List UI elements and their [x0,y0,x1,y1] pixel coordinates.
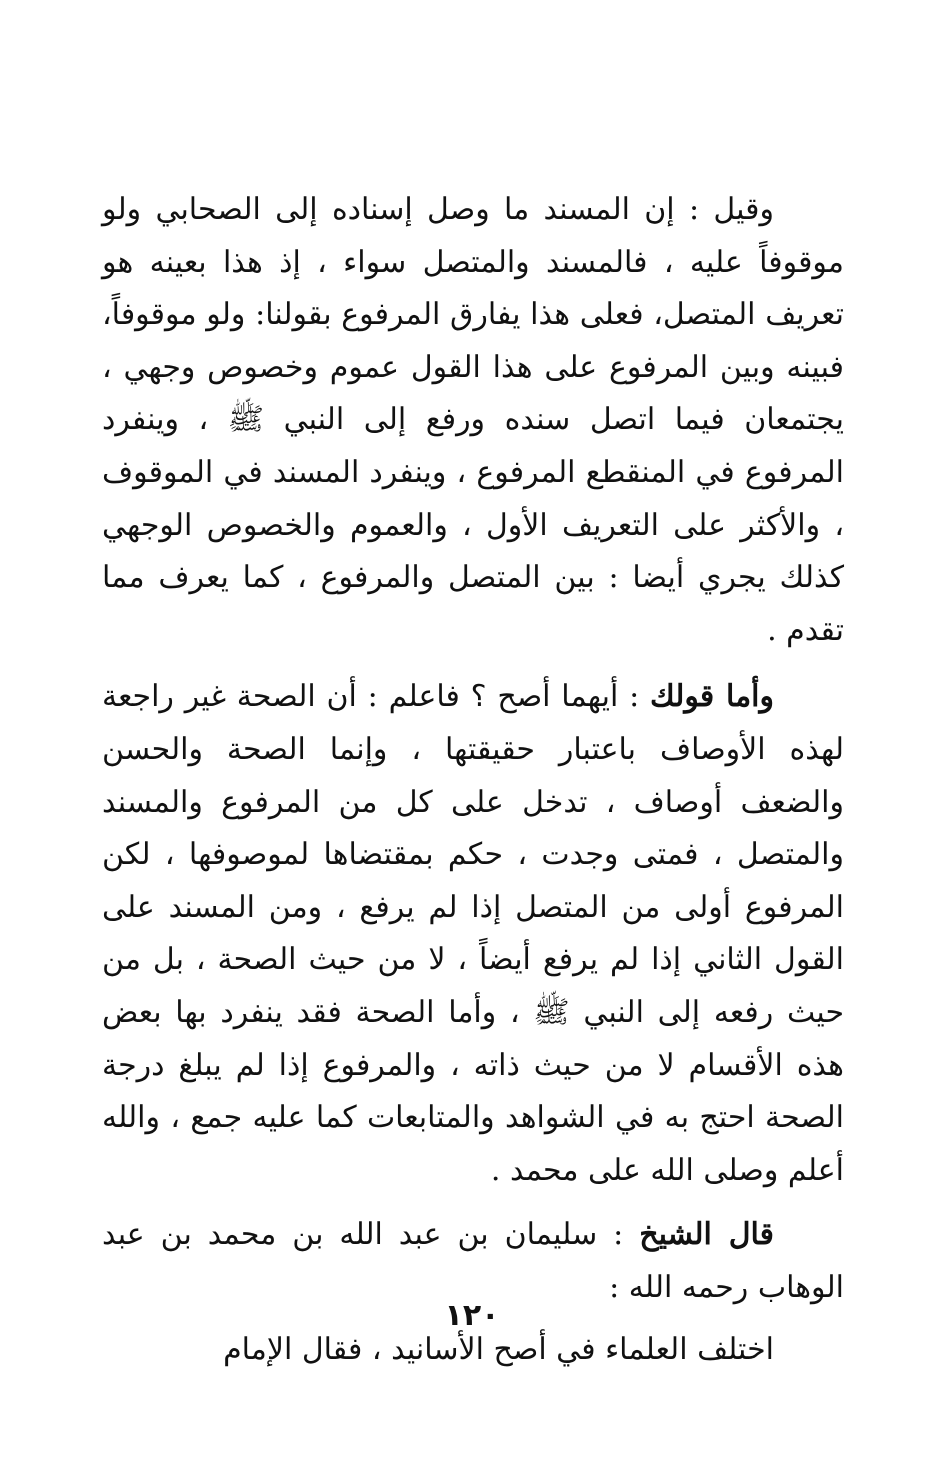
page-body [102,184,844,1377]
paragraph-1-text: وقيل : إن المسند ما وصل إسناده إلى الصحابي ولو موقوفاً عليه ، فالمسند والمتصل سواء ، إذ هذا بعينه هو تعريف المتصل، فعلى هذا يفارق المرفوع بقولنا: ولو موقوفاً، فبينه وبين المرفوع على هذا القول عموم وخصوص وجهي ، يجتمعان فيما اتصل سنده ورفع إلى النبي ﷺ ، وينفرد المرفوع في المنقطع المرفوع ، وينفرد المسند في الموقوف ، والأكثر على التعريف الأول ، والعموم والخصوص الوجهي كذلك يجري أيضا : بين المتصل والمرفوع ، كما يعرف مما تقدم . [102,192,844,648]
paragraph-2-lead: وأما قولك [650,679,774,715]
paragraph-3-text: : سليمان بن عبد الله بن محمد بن عبد الوهاب رحمه الله : [102,1217,844,1305]
paragraph-1 [102,184,844,657]
paragraph-4-text: اختلف العلماء في أصح الأسانيد ، فقال الإمام [223,1332,774,1368]
page-number: ١٢٠ [444,1298,500,1333]
paragraph-2-text: : أيهما أصح ؟ فاعلم : أن الصحة غير راجعة لهذه الأوصاف باعتبار حقيقتها ، وإنما الصحة والحسن والضعف أوصاف ، تدخل على كل من المرفوع والمسند والمتصل ، فمتى وجدت ، حكم بمقتضاها لموصوفها ، لكن المرفوع أولى من المتصل إذا لم يرفع ، ومن المسند على القول الثاني إذا لم يرفع أيضاً ، لا من حيث الصحة ، بل من حيث رفعه إلى النبي ﷺ ، وأما الصحة فقد ينفرد بها بعض هذه الأقسام لا من حيث ذاته ، والمرفوع إذا لم يبلغ درجة الصحة احتج به في الشواهد والمتابعات كما عليه جمع ، والله أعلم وصلى الله على محمد . [102,679,844,1188]
paragraph-3-lead: قال الشيخ [639,1217,774,1253]
paragraph-2 [102,671,844,1197]
